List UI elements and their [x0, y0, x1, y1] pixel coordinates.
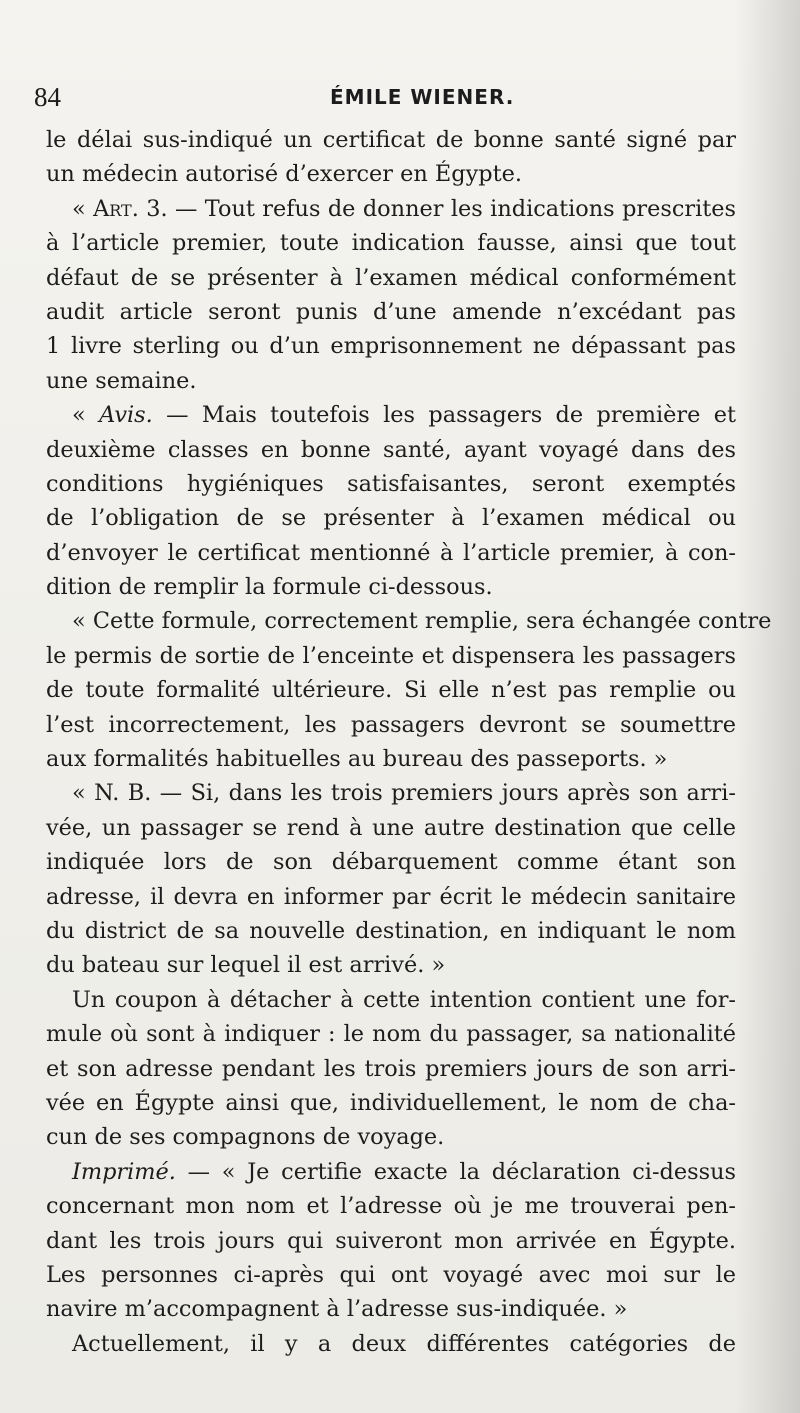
text-line: dant les trois jours qui suiveront mon arrivée en Égypte.: [46, 1227, 736, 1254]
text-line: l’est incorrectement, les passagers devront se soumettre: [46, 711, 736, 738]
text-line: « Avis. — Mais toutefois les passagers de première et: [72, 402, 736, 429]
body-text: [46, 123, 772, 1361]
emphasis-text: Avis.: [99, 402, 153, 429]
page-header: [32, 82, 752, 118]
text-line: vée, un passager se rend à une autre destination que celle: [46, 814, 736, 841]
text-line: concernant mon nom et l’adresse où je me trouverai pen-: [46, 1193, 736, 1220]
text-line: « Cette formule, correctement remplie, sera échangée contre: [72, 608, 772, 635]
text-line: mule où sont à indiquer : le nom du passager, sa nationalité: [46, 1021, 736, 1048]
text-line: « Art. 3. — Tout refus de donner les indications prescrites: [72, 195, 736, 222]
emphasis-text: Art.: [93, 195, 139, 222]
text-line: indiquée lors de son débarquement comme étant son: [46, 849, 736, 876]
text-line: dition de remplir la formule ci-dessous.: [46, 574, 493, 601]
text-line: du bateau sur lequel il est arrivé. »: [46, 952, 446, 979]
text-line: vée en Égypte ainsi que, individuellement, le nom de cha-: [46, 1089, 736, 1116]
running-title: ÉMILE WIENER.: [330, 85, 515, 109]
text-line: défaut de se présenter à l’examen médical conformément: [46, 264, 736, 291]
text-line: aux formalités habituelles au bureau des passeports. »: [46, 746, 668, 773]
text-line: adresse, il devra en informer par écrit le médecin sanitaire: [46, 883, 736, 910]
text-line: Imprimé. — « Je certifie exacte la déclaration ci-dessus: [72, 1158, 736, 1185]
text-line: une semaine.: [46, 367, 197, 394]
text-line: le permis de sortie de l’enceinte et dispensera les passagers: [46, 642, 736, 669]
text-line: « N. B. — Si, dans les trois premiers jours après son arri-: [72, 780, 736, 807]
text-line: du district de sa nouvelle destination, en indiquant le nom: [46, 917, 736, 944]
text-line: 1 livre sterling ou d’un emprisonnement ne dépassant pas: [46, 333, 736, 360]
text-line: navire m’accompagnent à l’adresse sus-indiquée. »: [46, 1296, 628, 1323]
text-line: cun de ses compagnons de voyage.: [46, 1124, 445, 1151]
text-line: d’envoyer le certificat mentionné à l’article premier, à con-: [46, 539, 736, 566]
emphasis-text: Imprimé.: [72, 1158, 176, 1185]
text-line: deuxième classes en bonne santé, ayant voyagé dans des: [46, 436, 736, 463]
text-line: audit article seront punis d’une amende n’excédant pas: [46, 298, 736, 325]
text-line: de toute formalité ultérieure. Si elle n’est pas remplie ou: [46, 677, 736, 704]
text-line: Actuellement, il y a deux différentes catégories de: [72, 1330, 736, 1357]
text-line: conditions hygiéniques satisfaisantes, seront exemptés: [46, 470, 736, 497]
text-line: de l’obligation de se présenter à l’examen médical ou: [46, 505, 736, 532]
text-line: un médecin autorisé d’exercer en Égypte.: [46, 161, 522, 188]
text-line: à l’article premier, toute indication fausse, ainsi que tout: [46, 230, 736, 257]
text-line: Les personnes ci-après qui ont voyagé avec moi sur le: [46, 1261, 736, 1288]
text-line: et son adresse pendant les trois premiers jours de son arri-: [46, 1055, 736, 1082]
text-line: Un coupon à détacher à cette intention contient une for-: [72, 986, 736, 1013]
page-number: 84: [34, 82, 61, 112]
text-line: le délai sus-indiqué un certificat de bonne santé signé par: [46, 127, 736, 153]
